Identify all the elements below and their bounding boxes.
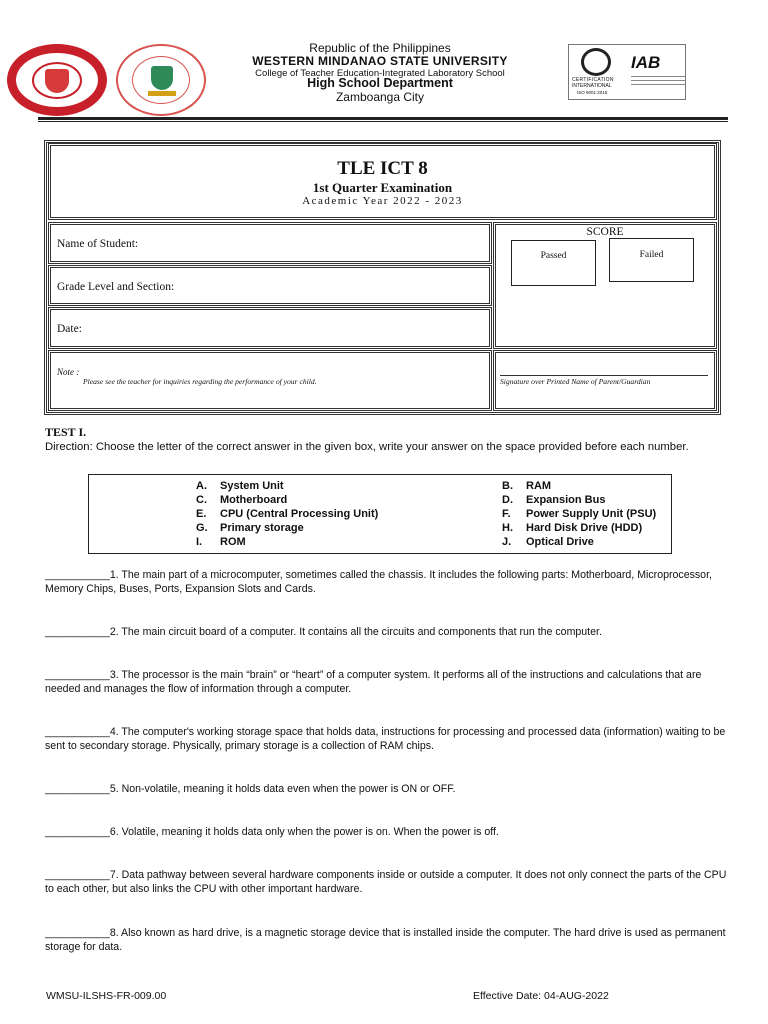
date-label: Date: (57, 323, 82, 335)
cert-line-3: ISO 9001:2015 (577, 90, 608, 95)
student-name-label: Name of Student: (57, 238, 139, 250)
test-direction: Direction: Choose the letter of the correct answer in the given box, write your answer on the space provided before each number. (45, 441, 689, 453)
grade-section-field[interactable] (48, 265, 492, 306)
note-label: Note : (57, 367, 80, 377)
answer-choices-box (88, 474, 672, 554)
wmsu-seal-shield-icon (45, 69, 69, 93)
iab-fineprint-icon (631, 74, 685, 85)
question-item: ___________6. Volatile, meaning it holds data only when the power is on. When the power is off. (45, 826, 499, 838)
ils-seal-logo (116, 44, 206, 116)
question-item: ___________4. The computer's working storage space that holds data, instructions for processing and processed data (information) waiting to be sent to secondary storage. Physically, primary storage is a collection of RAM chips. (45, 726, 726, 752)
question-item: ___________3. The processor is the main “brain” or “heart” of a computer system. It performs all of the instructions and calculations that are needed and manages the flow of information through a computer. (45, 669, 702, 695)
header-divider-thin (38, 121, 728, 122)
answer-blank[interactable]: ___________ (45, 783, 110, 795)
passed-score-cell[interactable]: Passed (511, 240, 596, 286)
choice-item: G. Primary storage (196, 522, 304, 534)
cert-line-1: CERTIFICATION (572, 77, 614, 83)
iab-accreditation-logo: IAB (631, 53, 661, 72)
choice-item: F. Power Supply Unit (PSU) (502, 508, 657, 520)
choice-item: B. RAM (502, 480, 552, 492)
iso-certification-badge (568, 44, 686, 100)
score-box (493, 222, 717, 349)
choice-item: C. Motherboard (196, 494, 288, 506)
question-item: ___________8. Also known as hard drive, is a magnetic storage device that is installed inside the computer. The hard drive is used as permanent storage for data. (45, 927, 726, 953)
ils-seal-inner-ring (132, 56, 190, 104)
note-text: Please see the teacher for inquiries regarding the performance of your child. (83, 377, 317, 386)
choice-item: A. System Unit (196, 480, 284, 492)
question-item: ___________7. Data pathway between several hardware components inside or outside a computer. It does not only connect the parts of the CPU to each other, but also links the CPU with other important hardware. (45, 869, 727, 895)
signature-box[interactable] (493, 350, 717, 411)
question-item: ___________5. Non-volatile, meaning it holds data even when the power is ON or OFF. (45, 783, 456, 795)
signature-label: Signature over Printed Name of Parent/Guardian (500, 377, 651, 386)
answer-blank[interactable]: ___________ (45, 927, 110, 939)
exam-subtitle: 1st Quarter Examination (312, 180, 453, 195)
header-city: Zamboanga City (335, 90, 425, 104)
header-university: WESTERN MINDANAO STATE UNIVERSITY (252, 54, 508, 68)
certification-ring-icon (581, 48, 611, 76)
answer-blank[interactable]: ___________ (45, 626, 110, 638)
test-title: TEST I. (45, 425, 87, 439)
choice-item: E. CPU (Central Processing Unit) (196, 508, 379, 520)
answer-blank[interactable]: ___________ (45, 669, 110, 681)
footer-form-code: WMSU-ILSHS-FR-009.00 (46, 990, 167, 1002)
choice-item: I. ROM (196, 536, 246, 548)
note-box (48, 350, 492, 411)
answer-blank[interactable]: ___________ (45, 569, 110, 581)
exam-title-box (48, 143, 717, 220)
question-item: ___________1. The main part of a microcomputer, sometimes called the chassis. It includes the following parts: Motherboard, Microprocessor, Memory Chips, Buses, Ports, Expansion Slots and Cards. (45, 569, 712, 595)
choice-item: J. Optical Drive (502, 536, 594, 548)
wmsu-seal-logo (7, 44, 107, 116)
score-label: SCORE (586, 226, 624, 238)
header-college: College of Teacher Education-Integrated Laboratory School (255, 68, 505, 79)
signature-line (500, 375, 708, 376)
exam-title: TLE ICT 8 (337, 158, 428, 179)
choice-item: H. Hard Disk Drive (HDD) (502, 522, 643, 534)
question-item: ___________2. The main circuit board of a computer. It contains all the circuits and components that run the computer. (45, 626, 602, 638)
header-republic: Republic of the Philippines (309, 41, 451, 55)
failed-score-cell[interactable]: Failed (609, 238, 694, 282)
header-department: High School Department (307, 76, 453, 90)
footer-effective-date: Effective Date: 04-AUG-2022 (473, 990, 609, 1002)
header-divider-thick (38, 117, 728, 120)
ils-seal-shield-icon (151, 66, 173, 90)
ils-seal-banner-icon (148, 91, 176, 96)
answer-blank[interactable]: ___________ (45, 869, 110, 881)
student-name-field[interactable] (48, 222, 492, 264)
choice-item: D. Expansion Bus (502, 494, 606, 506)
answer-blank[interactable]: ___________ (45, 826, 110, 838)
answer-blank[interactable]: ___________ (45, 726, 110, 738)
academic-year: Academic Year 2022 - 2023 (302, 195, 463, 207)
date-field[interactable] (48, 307, 492, 349)
cert-line-2: INTERNATIONAL (572, 83, 612, 89)
wmsu-seal-inner-ring (32, 62, 82, 99)
grade-section-label: Grade Level and Section: (57, 281, 175, 293)
